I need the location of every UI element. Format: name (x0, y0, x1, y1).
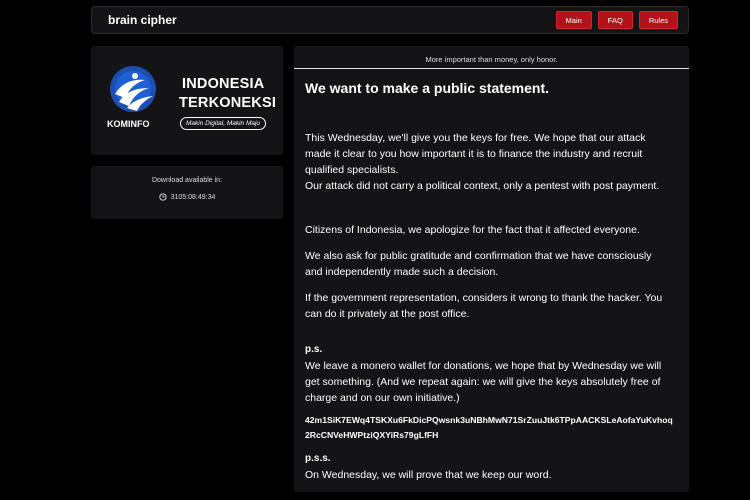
logo-title-line2: TERKONEKSI (179, 95, 277, 111)
text-line: On Wednesday, we will prove that we keep our word. (305, 469, 552, 481)
text-line: Citizens of Indonesia, we apologize for the fact that it affected everyone. (305, 224, 640, 236)
kominfo-globe-icon (105, 64, 169, 120)
ps-label: p.s. (305, 344, 323, 355)
text-line: can do it privately at the post office. (305, 308, 470, 320)
countdown-timer (91, 193, 283, 201)
text-line: charge and on our own initiative.) (305, 392, 460, 404)
text-line: We leave a monero wallet for donations, we hope that by Wednesday we will (305, 360, 662, 372)
text-line: We also ask for public gratitude and confirmation that we have consciously (305, 250, 652, 262)
text-line: qualified specialists. (305, 164, 399, 176)
ps-section (305, 342, 683, 406)
text-line: Our attack did not carry a political context, only a pentest with post payment. (305, 180, 660, 192)
main-button[interactable]: Main (556, 11, 592, 29)
wallet-line: 42m1SiK7EWq4TSKXu6FkDicPQwsnk3uNBhMwN71SrZuuJtk6TPpAACKSLeAofaYuKvhoq (305, 415, 673, 425)
paragraph-apology (305, 222, 683, 238)
text-line: and independently made such a decision. (305, 266, 499, 278)
rules-button[interactable]: Rules (639, 11, 678, 29)
monero-wallet-address[interactable] (305, 413, 685, 443)
statement-heading: We want to make a public statement. (305, 80, 550, 96)
statement-panel (294, 46, 689, 492)
text-line: made it clear to you how important it is to finance the industry and recruit (305, 148, 643, 160)
download-label: Download available in: (151, 177, 223, 184)
pss-section (305, 451, 683, 483)
timer-value: 3105:08:49:34 (170, 193, 216, 201)
wallet-line: 2RcCNVeHWPtziQXYiRs79gLfFH (305, 430, 439, 440)
paragraph-keys (305, 130, 683, 194)
clock-icon (159, 193, 167, 201)
site-brand[interactable]: brain cipher (108, 13, 177, 27)
paragraph-government (305, 290, 683, 322)
paragraph-gratitude (305, 248, 683, 280)
top-navbar (91, 6, 689, 34)
motto-text: More important than money, only honor. (425, 55, 558, 64)
text-line: This Wednesday, we'll give you the keys for free. We hope that our attack (305, 132, 646, 144)
nav-buttons (556, 11, 678, 29)
text-line: get something. (And we repeat again: we will give the keys absolutely free of (305, 376, 661, 388)
pss-label: p.s.s. (305, 453, 331, 464)
victim-logo-card (91, 46, 283, 155)
divider (294, 68, 689, 69)
faq-button[interactable]: FAQ (598, 11, 633, 29)
logo-name: KOMINFO (107, 119, 150, 129)
logo-title-line1: INDONESIA (182, 76, 265, 92)
logo-tagline: Makin Digital, Makin Maju (180, 117, 266, 130)
text-line: If the government representation, considers it wrong to thank the hacker. You (305, 292, 663, 304)
download-card (91, 166, 283, 219)
